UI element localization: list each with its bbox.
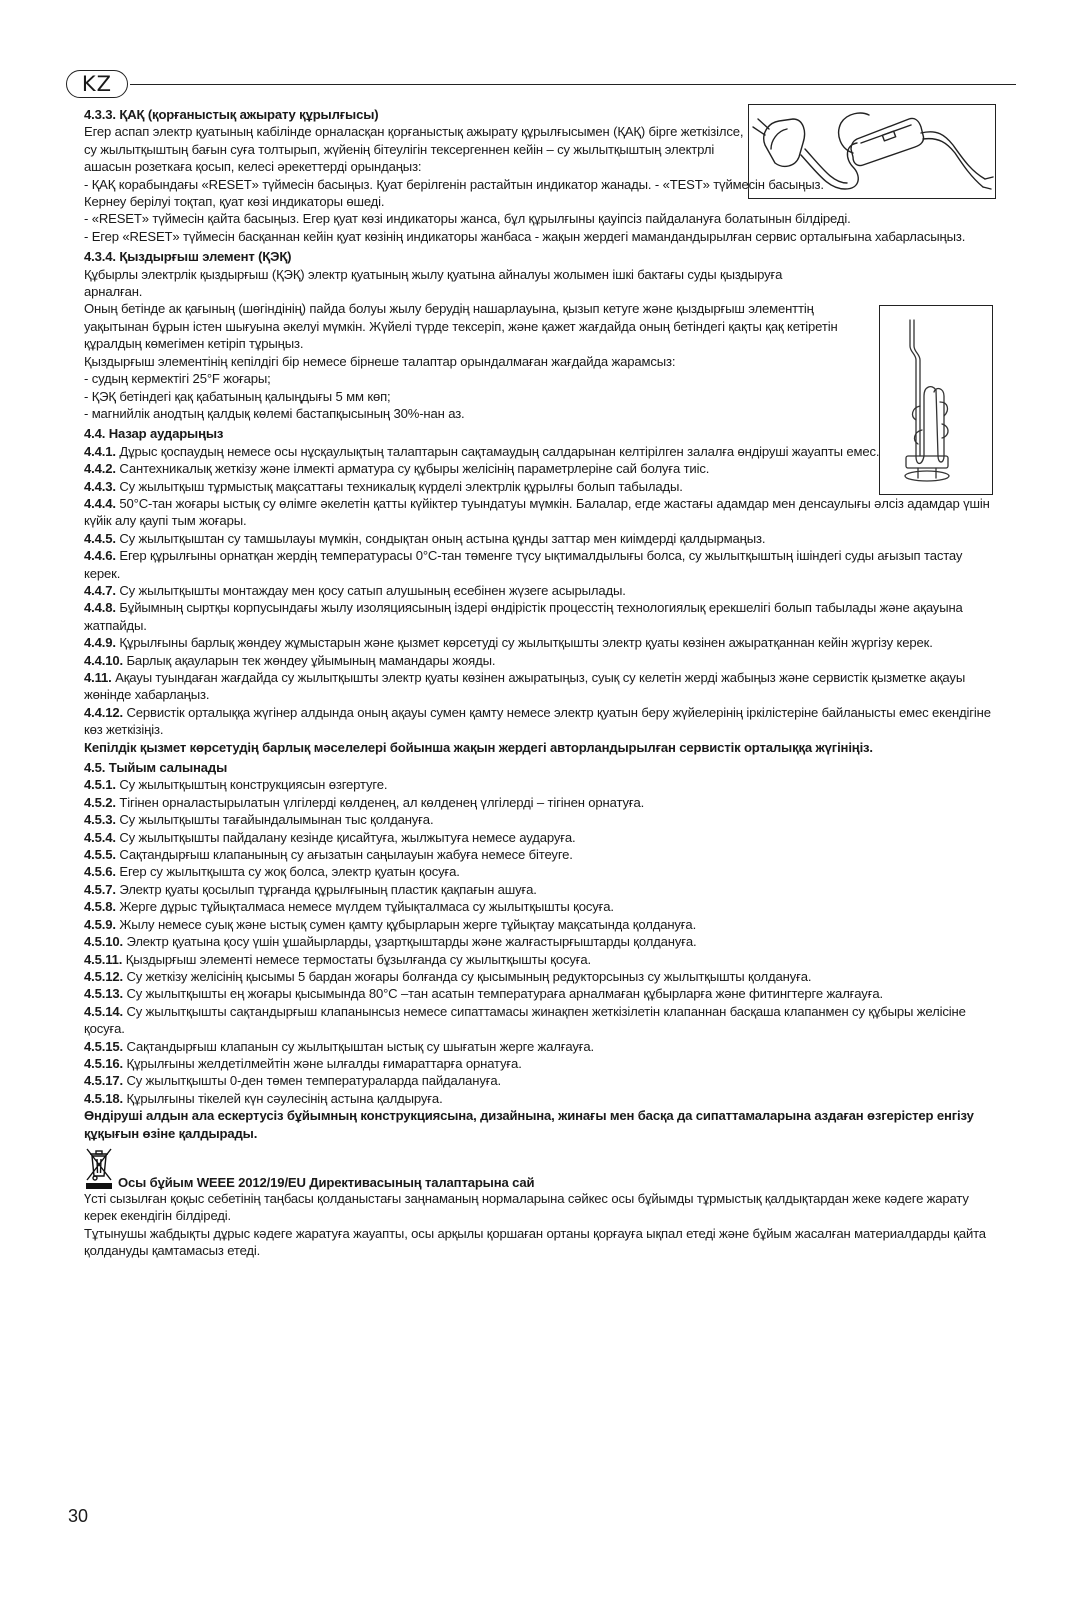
- list-item: 4.5.6. Егер су жылытқышта су жоқ болса, электр қуатын қосуға.: [84, 864, 460, 880]
- list-item: 4.5.14. Су жылытқышты сақтандырғыш клапанынсыз немесе сипаттамасы жинақпен жеткізілетін клапаннан басқаша клапанмен су құбыры желісіне қосуға.: [84, 1003, 966, 1037]
- section-4-3-3-step-3: - Егер «RESET» түймесін басқаннан кейін қуат көзінің индикаторы жанбаса - жақын жердегі мамандандырылған сервис орталығына хабарласыңыз.: [84, 228, 966, 244]
- section-4-3-3-intro: Егер аспап электр қуатының кабілінде орналасқан қорғаныстық ажырату құрылғысымен (ҚАҚ) бірге жеткізілсе, су жылытқыштың бағын суға толтырып, жүйенің бітеулігін тексергеннен кейін – су жылытқыштың электрлі ашасын розеткаға қосып, келесі әрекеттерді орындаңыз:: [84, 124, 744, 175]
- weee-para-2: Тұтынушы жабдықты дұрыс кәдеге жаратуға жауапты, осы арқылы қоршаған ортаны қорғауға ықпал етеді және бұйым жасалған материалдарды қайта қолдануды қамтамасыз етеді.: [84, 1225, 986, 1259]
- list-item: 4.5.13. Су жылытқышты ең жоғары қысымында 80°С –тан асатын температураға арналмаған құбырларға және фитингтерге жалғауға.: [84, 986, 883, 1002]
- list-item: 4.5.2. Тігінен орналастырылатын үлгілерді көлденең, ал көлденең үлгілерді – тігінен орнатуға.: [84, 794, 645, 810]
- weee-heading-row: [84, 1146, 999, 1190]
- header-rule: [130, 84, 1016, 85]
- list-item: 4.4.10. Барлық ақауларын тек жөндеу ұйымының мамандары жояды.: [84, 652, 496, 668]
- list-item: 4.5.16. Құрылғыны желдетілмейтін және ылғалды ғимараттарға орнатуға.: [84, 1055, 522, 1071]
- list-item: 4.4.12. Сервистік орталыққа жүгінер алдында оның ақауы сумен қамту немесе электр қуатын беру жүйелерінің іркілістеріне байланысты емес екендігіне көз жеткізіңіз.: [84, 704, 991, 738]
- list-item: 4.4.6. Егер құрылғыны орнатқан жердің температурасы 0°С-тан төменге түсу ықтималдылығы болса, су жылытқыштың ішіндегі суды ағызып тастау керек.: [84, 548, 963, 581]
- page-header: [66, 70, 1016, 100]
- warranty-service-note: Кепілдік қызмет көрсетудің барлық мәселелері бойынша жақын жердегі авторландырылған сервистік орталыққа жүгініңіз.: [84, 739, 873, 755]
- list-item: 4.4.5. Су жылытқыштан су тамшылауы мүмкін, сондықтан оның астына құнды заттар мен киімдерді қалдырмаңыз.: [84, 530, 766, 546]
- list-item: 4.5.9. Жылу немесе суық және ыстық сумен қамту құбырларын жерге тұйықтау мақсатында қолдануға.: [84, 916, 697, 932]
- crossed-out-bin-icon: [84, 1146, 114, 1190]
- section-4-3-3-heading: 4.3.3. ҚАҚ (қорғаныстық ажырату құрылғысы): [84, 107, 379, 122]
- list-item: 4.4.9. Құрылғыны барлық жөндеу жұмыстарын және қызмет көрсетуді су жылытқышты электр қуаты көзінен ажыратқаннан кейін жүргізу керек.: [84, 635, 933, 651]
- list-item: 4.5.10. Электр қуатына қосу үшін ұшайырларды, ұзартқыштарды және жалғастырғыштарды қолдануға.: [84, 934, 697, 950]
- list-item: 4.4.4. 50°С-тан жоғары ыстық су өлімге әкелетін қатты күйіктер туындатуы мүмкін. Балалар, егде жастағы адамдар мен денсаулығы әлсіз адамдар үшін күйік алу қаупі тым жоғары.: [84, 495, 990, 529]
- list-item: 4.4.3. Су жылытқыш тұрмыстық мақсаттағы техникалық күрделі электрлік құрылғы болып табылады.: [84, 478, 683, 494]
- list-item: 4.5.8. Жерге дұрыс тұйықталмаса немесе мүлдем тұйықталмаса су жылытқышты қосуға.: [84, 899, 614, 915]
- list-item: 4.5.7. Электр қуаты қосылып тұрғанда құрылғының пластик қақпағын ашуға.: [84, 881, 537, 897]
- list-item: 4.5.11. Қыздырғыш элементі немесе термостаты бұзылғанда су жылытқышты қосуға.: [84, 951, 592, 967]
- section-4-3-4-para-2: Оның бетінде ак қағының (шөгіндінің) пайда болуы жылу берудің нашарлауына, қызып кетуге және қыздырғыш элементтің уақытынан бұрын істен шығуына әкелуі мүмкін. Жүйелі түрде тексеріп, және қажет жағдайда оның бетіндегі қақты қақ кетіретін құралдың көмегімен кетіріп тұрыңыз.: [84, 301, 838, 352]
- list-item: 4.4.1. Дұрыс қоспаудың немесе осы нұсқаулықтың талаптарын сақтамаудың салдарынан келтірілген залалға өндіруші жауапты емес.: [84, 443, 880, 459]
- list-item: 4.5.17. Су жылытқышты 0-ден төмен температураларда пайдалануға.: [84, 1073, 502, 1089]
- list-item: 4.5.5. Сақтандырғыш клапанының су ағызатын саңылауын жабуға немесе бітеуге.: [84, 847, 573, 863]
- section-4-4-heading: 4.4. Назар аударыңыз: [84, 426, 224, 442]
- section-4-3-4-condition-3: - магнийлік анодтың қалдық көлемі бастапқысының 30%-нан аз.: [84, 405, 465, 421]
- list-item: 4.11. Ақауы туындаған жағдайда су жылытқышты электр қуаты көзінен ажыратыңыз, суық су келетін жерді жабыңыз және сервистік қызметке ақауы жөнінде хабарлаңыз.: [84, 670, 966, 703]
- section-4-3-4-condition-1: - судың кермектігі 25°F жоғары;: [84, 371, 271, 387]
- list-item: 4.5.15. Сақтандырғыш клапанын су жылытқыштан ыстық су шығатын жерге жалғауға.: [84, 1038, 595, 1054]
- section-4-3-4-para-3: Қыздырғыш элементінің кепілдігі бір немесе бірнеше талаптар орындалмаған жағдайда жарамсыз:: [84, 353, 676, 369]
- section-4-3-3-step-1: - ҚАҚ корабындағы «RESET» түймесін басыңыз. Қуат берілгенін растайтын индикатор жанады. - «TEST» түймесін басыңыз. Кернеу берілуі тоқтап, қуат көзі индикаторы өшеді.: [84, 176, 824, 210]
- section-4-3-4-heading: 4.3.4. Қыздырғыш элемент (ҚЭҚ): [84, 249, 292, 265]
- section-4-3-4-condition-2: - ҚЭҚ бетіндегі қақ қабатының қалыңдығы 5 мм көп;: [84, 388, 391, 404]
- weee-para-1: Үсті сызылған қоқыс себетінің таңбасы қолданыстағы заңнаманың нормаларына сәйкес осы бұйымды тұрмыстық қалдықтардан жеке кәдеге жарату керек екендігін білдіреді.: [84, 1190, 969, 1224]
- section-4-3-3-step-2: - «RESET» түймесін қайта басыңыз. Егер қуат көзі индикаторы жанса, бұл құрылғыны қауіпсіз пайдалануға болатынын білдіреді.: [84, 211, 851, 227]
- list-item: 4.5.18. Құрылғыны тікелей күн сәулесінің астына қалдыруға.: [84, 1090, 443, 1106]
- section-4-3-4-para-1: Құбырлы электрлік қыздырғыш (ҚЭҚ) электр қуатының жылу қуатына айналуы жолымен ішкі бактағы суды қыздыруға арналған.: [84, 266, 783, 300]
- manufacturer-rights-note: Өндіруші алдын ала ескертусіз бұйымның конструкциясына, дизайнына, жинағы мен басқа да сипаттамаларына аздаған өзгерістер енгізу құқығын өзіне қалдырады.: [84, 1108, 974, 1141]
- list-item: 4.5.3. Су жылытқышты тағайындалымынан тыс қолдануға.: [84, 812, 434, 828]
- list-item: 4.4.7. Су жылытқышты монтаждау мен қосу сатып алушының есебінен жүзеге асырылады.: [84, 582, 626, 598]
- list-item: 4.5.4. Су жылытқышты пайдалану кезінде қисайтуға, жылжытуға немесе аударуға.: [84, 829, 576, 845]
- section-4-5-heading: 4.5. Тыйым салынады: [84, 760, 228, 776]
- language-badge: KZ: [66, 70, 128, 98]
- weee-heading: Осы бұйым WEEE 2012/19/EU Директивасының талаптарына сай: [118, 1174, 535, 1190]
- list-item: 4.4.8. Бұйымның сыртқы корпусындағы жылу изоляциясының іздері өндірістік процесстің технологиялық ерекшелігі болып табылады және ақауына жатпайды.: [84, 600, 963, 633]
- document-body: [84, 106, 999, 1260]
- page-number: 30: [68, 1506, 89, 1526]
- list-item: 4.5.1. Су жылытқыштың конструкциясын өзгертуге.: [84, 777, 388, 793]
- list-item: 4.5.12. Су жеткізу желісінің қысымы 5 бардан жоғары болғанда су қысымының редукторсыныз су жылытқышты қолдануға.: [84, 968, 812, 984]
- list-item: 4.4.2. Сантехникалық жеткізу және ілмекті арматура су құбыры желісінің параметрлеріне сай болуға тиіс.: [84, 461, 710, 477]
